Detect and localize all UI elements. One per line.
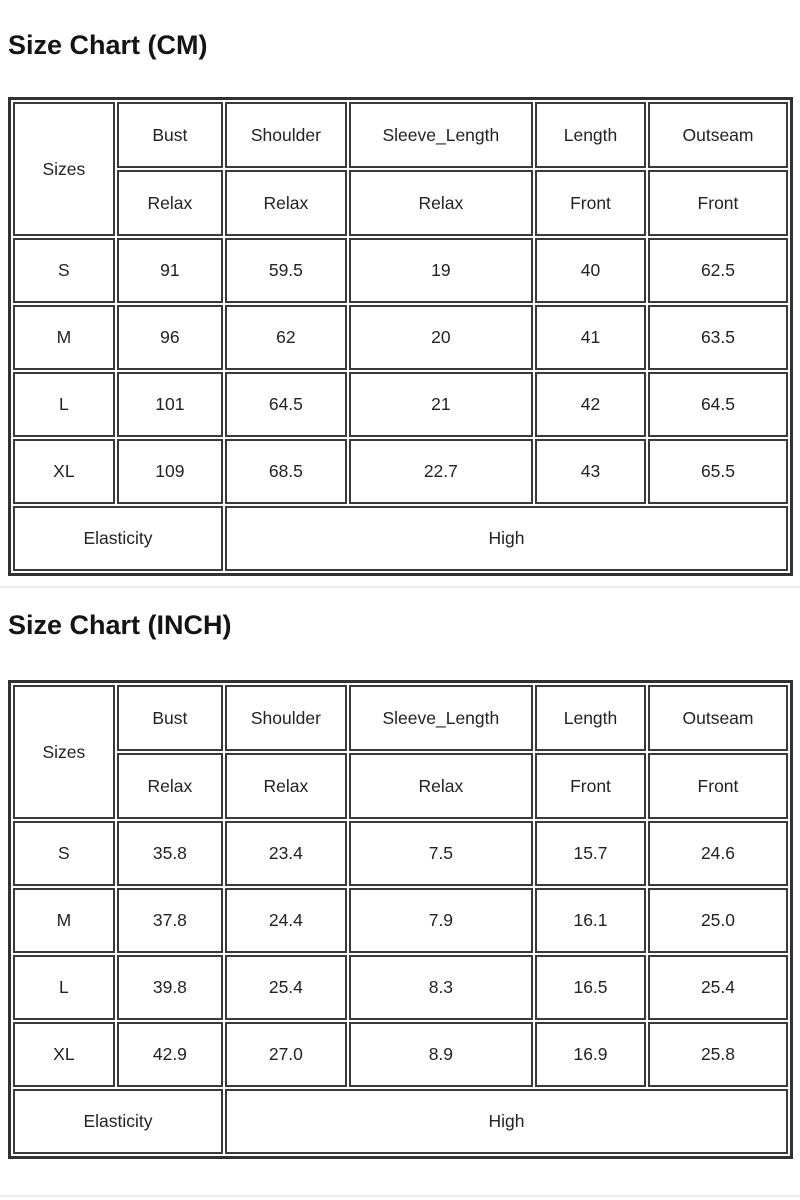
cm-header-sizes: Sizes (13, 102, 115, 236)
value-cell: 42 (535, 372, 646, 437)
inch-row-m (13, 888, 788, 953)
cm-header-sleeve-length: Sleeve_Length (349, 102, 533, 168)
inch-header-length: Length (535, 685, 646, 751)
elasticity-value: High (225, 506, 788, 571)
cm-header-length: Length (535, 102, 646, 168)
inch-fit-bust: Relax (117, 753, 223, 819)
value-cell: 65.5 (648, 439, 788, 504)
value-cell: 22.7 (349, 439, 533, 504)
size-chart-inch-table (8, 680, 793, 1159)
value-cell: 37.8 (117, 888, 223, 953)
value-cell: 24.4 (225, 888, 347, 953)
cm-row-m (13, 305, 788, 370)
inch-header-sleeve-length: Sleeve_Length (349, 685, 533, 751)
value-cell: 62.5 (648, 238, 788, 303)
cm-fit-bust: Relax (117, 170, 223, 236)
cm-row-xl (13, 439, 788, 504)
bottom-divider-line (0, 1195, 800, 1197)
value-cell: 68.5 (225, 439, 347, 504)
value-cell: 64.5 (648, 372, 788, 437)
value-cell: 91 (117, 238, 223, 303)
cm-header-row-measures (13, 102, 788, 168)
value-cell: 96 (117, 305, 223, 370)
inch-header-bust: Bust (117, 685, 223, 751)
value-cell: 23.4 (225, 821, 347, 886)
cm-fit-shoulder: Relax (225, 170, 347, 236)
size-cell: L (13, 955, 115, 1020)
size-chart-cm-title: Size Chart (CM) (8, 30, 208, 60)
value-cell: 42.9 (117, 1022, 223, 1087)
size-cell: M (13, 888, 115, 953)
inch-row-l (13, 955, 788, 1020)
inch-header-shoulder: Shoulder (225, 685, 347, 751)
inch-row-s (13, 821, 788, 886)
value-cell: 43 (535, 439, 646, 504)
cm-fit-length: Front (535, 170, 646, 236)
value-cell: 20 (349, 305, 533, 370)
size-cell: XL (13, 1022, 115, 1087)
value-cell: 25.0 (648, 888, 788, 953)
cm-header-outseam: Outseam (648, 102, 788, 168)
size-cell: XL (13, 439, 115, 504)
size-cell: S (13, 238, 115, 303)
inch-fit-shoulder: Relax (225, 753, 347, 819)
value-cell: 25.4 (648, 955, 788, 1020)
value-cell: 21 (349, 372, 533, 437)
cm-header-row-fit-types (13, 170, 788, 236)
value-cell: 40 (535, 238, 646, 303)
value-cell: 64.5 (225, 372, 347, 437)
elasticity-value: High (225, 1089, 788, 1154)
value-cell: 19 (349, 238, 533, 303)
value-cell: 35.8 (117, 821, 223, 886)
size-chart-inch-title: Size Chart (INCH) (8, 610, 232, 640)
inch-header-sizes: Sizes (13, 685, 115, 819)
cm-header-shoulder: Shoulder (225, 102, 347, 168)
value-cell: 15.7 (535, 821, 646, 886)
elasticity-label: Elasticity (13, 1089, 223, 1154)
value-cell: 109 (117, 439, 223, 504)
size-cell: M (13, 305, 115, 370)
value-cell: 39.8 (117, 955, 223, 1020)
size-cell: L (13, 372, 115, 437)
value-cell: 25.4 (225, 955, 347, 1020)
value-cell: 7.9 (349, 888, 533, 953)
inch-row-xl (13, 1022, 788, 1087)
cm-row-l (13, 372, 788, 437)
value-cell: 24.6 (648, 821, 788, 886)
cm-elasticity-row (13, 506, 788, 571)
value-cell: 7.5 (349, 821, 533, 886)
value-cell: 41 (535, 305, 646, 370)
inch-fit-outseam: Front (648, 753, 788, 819)
value-cell: 62 (225, 305, 347, 370)
inch-header-row-fit-types (13, 753, 788, 819)
cm-fit-sleeve-length: Relax (349, 170, 533, 236)
cm-fit-outseam: Front (648, 170, 788, 236)
value-cell: 16.1 (535, 888, 646, 953)
cm-row-s (13, 238, 788, 303)
inch-elasticity-row (13, 1089, 788, 1154)
value-cell: 25.8 (648, 1022, 788, 1087)
value-cell: 8.3 (349, 955, 533, 1020)
value-cell: 27.0 (225, 1022, 347, 1087)
value-cell: 101 (117, 372, 223, 437)
size-cell: S (13, 821, 115, 886)
value-cell: 59.5 (225, 238, 347, 303)
inch-header-row-measures (13, 685, 788, 751)
elasticity-label: Elasticity (13, 506, 223, 571)
value-cell: 16.9 (535, 1022, 646, 1087)
value-cell: 63.5 (648, 305, 788, 370)
cm-header-bust: Bust (117, 102, 223, 168)
divider-line (0, 586, 800, 588)
value-cell: 8.9 (349, 1022, 533, 1087)
inch-header-outseam: Outseam (648, 685, 788, 751)
size-chart-cm-table (8, 97, 793, 576)
value-cell: 16.5 (535, 955, 646, 1020)
inch-fit-sleeve-length: Relax (349, 753, 533, 819)
inch-fit-length: Front (535, 753, 646, 819)
